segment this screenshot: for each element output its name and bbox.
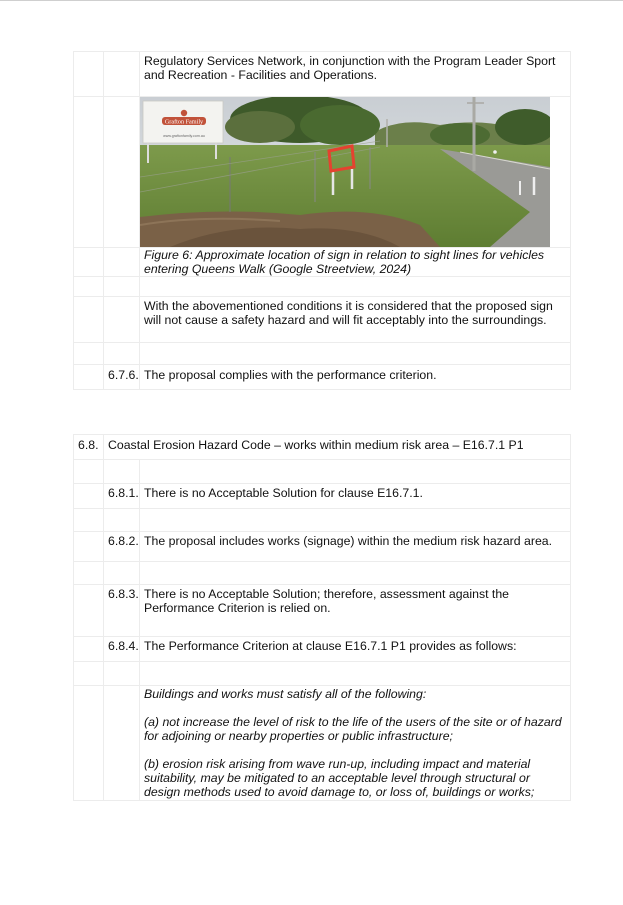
billboard-title: Grafton Family <box>164 118 204 126</box>
table-row <box>74 52 571 97</box>
page-top-border <box>0 0 623 1</box>
quote-clause-b: (b) erosion risk arising from wave run-up, including impact and material suitability, may be mitigated to an acceptable level through structural or design methods used to avoid damage to, or loss of, buildings or works; <box>144 757 535 799</box>
table-row <box>74 297 571 343</box>
billboard-url: www.graftonfamily.com.au <box>163 134 205 138</box>
table-row <box>74 585 571 637</box>
section-67-table <box>73 51 571 390</box>
streetview-photo <box>140 97 550 247</box>
intro-text: Regulatory Services Network, in conjunction with the Program Leader Sport and Recreation - Facilities and Operations. <box>140 52 571 97</box>
table-row <box>74 637 571 662</box>
table-row <box>74 460 571 484</box>
table-row <box>74 509 571 532</box>
table-row <box>74 532 571 562</box>
table-row <box>74 484 571 509</box>
table-row <box>74 97 571 248</box>
item-text: There is no Acceptable Solution; therefore, assessment against the Performance Criterion is relied on. <box>140 585 571 637</box>
table-row <box>74 343 571 365</box>
item-number: 6.8.1. <box>104 484 140 509</box>
figure-caption: Figure 6: Approximate location of sign in relation to sight lines for vehicles entering Queens Walk (Google Streetview, 2024) <box>140 248 571 277</box>
item-number: 6.8.2. <box>104 532 140 562</box>
table-row <box>74 365 571 390</box>
section-heading: Coastal Erosion Hazard Code – works within medium risk area – E16.7.1 P1 <box>104 435 571 460</box>
item-text: The proposal complies with the performance criterion. <box>140 365 571 390</box>
table-row <box>74 248 571 277</box>
item-number: 6.8.4. <box>104 637 140 662</box>
item-text: The proposal includes works (signage) within the medium risk hazard area. <box>140 532 571 562</box>
section-number: 6.8. <box>74 435 104 460</box>
table-row <box>74 562 571 585</box>
conditions-text: With the abovementioned conditions it is considered that the proposed sign will not cause a safety hazard and will fit acceptably into the surroundings. <box>140 297 571 343</box>
section-68-table <box>73 434 571 801</box>
item-text: The Performance Criterion at clause E16.7.1 P1 provides as follows: <box>140 637 571 662</box>
table-row <box>74 277 571 297</box>
item-number: 6.8.3. <box>104 585 140 637</box>
figure-cell <box>140 97 571 248</box>
quote-lead: Buildings and works must satisfy all of the following: <box>144 687 427 701</box>
item-number: 6.7.6. <box>104 365 140 390</box>
performance-criterion-quote <box>140 686 571 801</box>
table-row <box>74 435 571 460</box>
table-row <box>74 686 571 801</box>
item-text: There is no Acceptable Solution for clause E16.7.1. <box>140 484 571 509</box>
quote-clause-a: (a) not increase the level of risk to the life of the users of the site or of hazard for adjoining or nearby properties or public infrastructure; <box>144 715 562 743</box>
table-row <box>74 662 571 686</box>
